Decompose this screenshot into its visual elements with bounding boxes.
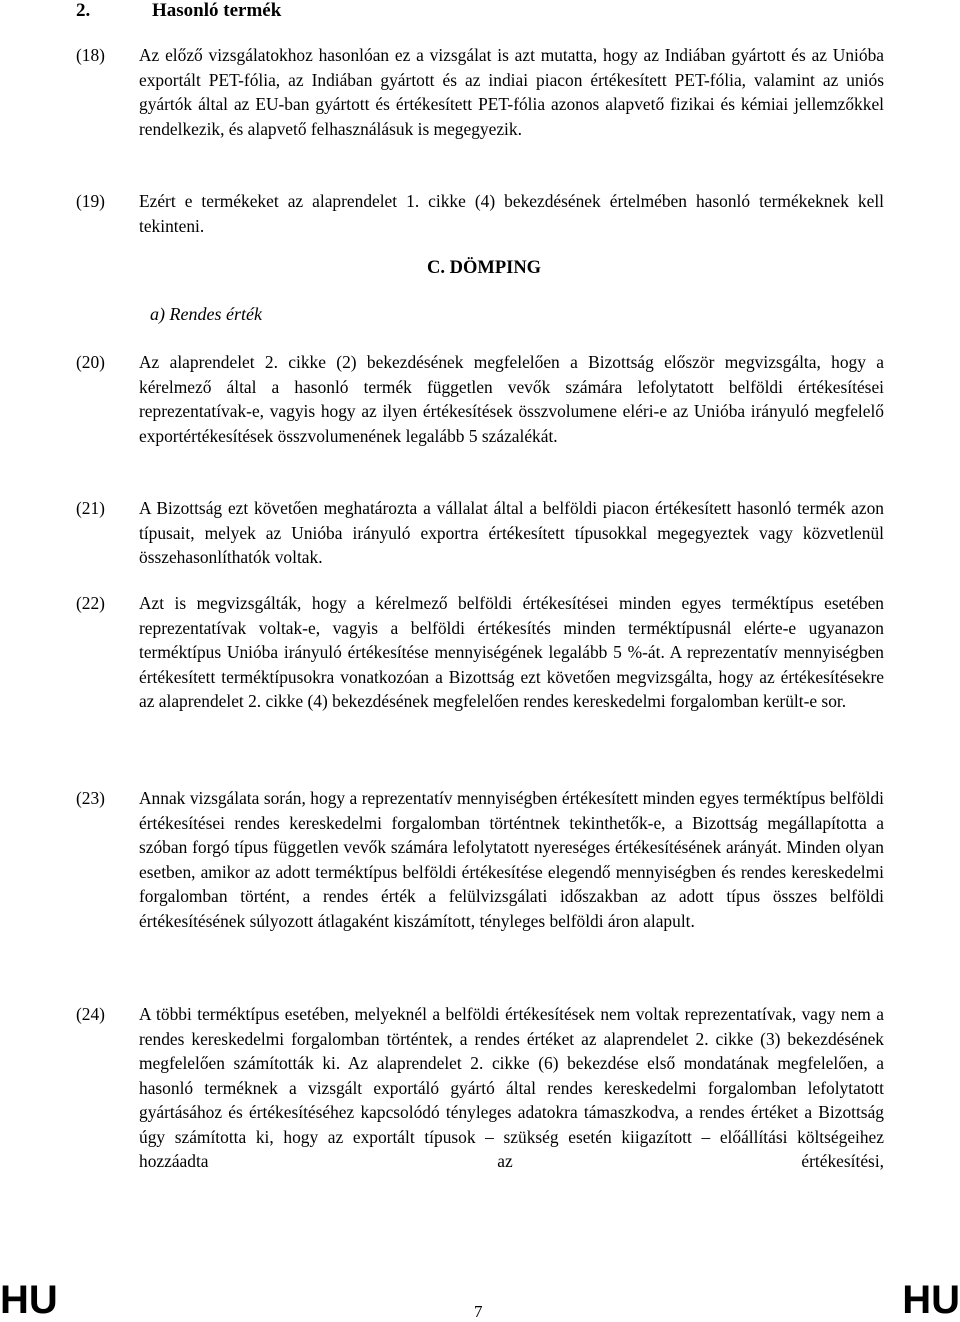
section-heading [76, 0, 281, 22]
section-title: Hasonló termék [152, 0, 282, 21]
chapter-heading: C. DÖMPING [427, 258, 542, 278]
paragraph-18 [76, 43, 884, 141]
paragraph-number: (24) [76, 1004, 105, 1024]
paragraph-21 [76, 496, 884, 570]
paragraph-number: (22) [76, 593, 105, 613]
paragraph-20 [76, 350, 884, 448]
paragraph-23 [76, 786, 884, 933]
footer-language-right: HU [902, 1278, 960, 1322]
subsection-heading: a) Rendes érték [150, 304, 262, 324]
paragraph-text: Annak vizsgálata során, hogy a reprezentatív mennyiségben értékesített minden egyes terméktípus belföldi értékesítései rendes kereskedelmi forgalomban történtnek tekinthetők-e, a Bizottság megállapította a szóban forgó típus független vevők számára lefolytatott nyereséges értékesítésének arányát. Minden olyan esetben, amikor az adott terméktípus belföldi értékesítése elegendő mennyiségben és rendes kereskedelmi forgalomban történt, a rendes érték a felülvizsgálati időszakban az adott típus összes belföldi értékesítésének súlyozott átlagaként kiszámított, tényleges belföldi áron alapult. [139, 788, 884, 931]
paragraph-text: A többi terméktípus esetében, melyeknél a belföldi értékesítések nem voltak reprezentatívak, vagy nem a rendes kereskedelmi forgalomban történtek, a rendes értéket az alaprendelet 2. cikke (3) bekezdésének megfelelően számították ki. Az alaprendelet 2. cikke (6) bekezdése első mondatának megfelelően, a hasonló terméknek a vizsgált exportáló gyártó által rendes kereskedelmi forgalomban lefolytatott gyártásához és értékesítéséhez kapcsolódó tényleges adatokra támaszkodva, a rendes értéket a Bizottság úgy számította ki, hogy az exportált típusok – szükség esetén kiigazított – előállítási költségeihez hozzáadta az értékesítési, [139, 1004, 884, 1171]
paragraph-text: A Bizottság ezt követően meghatározta a vállalat által a belföldi piacon értékesített hasonló termék azon típusait, melyek az Unióba irányuló exportra értékesített típusokkal megegyeztek vagy közvetlenül összehasonlíthatók voltak. [139, 498, 884, 567]
paragraph-number: (20) [76, 352, 105, 372]
paragraph-number: (19) [76, 191, 105, 211]
section-number: 2. [76, 0, 91, 21]
paragraph-24 [76, 1002, 884, 1174]
paragraph-22 [76, 591, 884, 714]
paragraph-19 [76, 189, 884, 238]
paragraph-number: (23) [76, 788, 105, 808]
paragraph-text: Azt is megvizsgálták, hogy a kérelmező belföldi értékesítései minden egyes terméktípus esetében reprezentatívak voltak-e, vagyis a belföldi értékesítés minden terméktípusnál elérte-e ugyanazon terméktípus Unióba irányuló értékesítése mennyiségének legalább 5 %-át. A reprezentatív mennyiségben értékesített terméktípusokra vonatkozóan a Bizottság ezt követően megvizsgálta, hogy az értékesítésekre az alaprendelet 2. cikke (4) bekezdésének megfelelően rendes kereskedelmi forgalomban került-e sor. [139, 593, 884, 711]
footer-language-left: HU [0, 1278, 58, 1322]
paragraph-text: Az előző vizsgálatokhoz hasonlóan ez a vizsgálat is azt mutatta, hogy az Indiában gyártott és az Unióba exportált PET-fólia, az Indiában gyártott és az indiai piacon értékesített PET-fólia, valamint az uniós gyártók által az EU-ban gyártott és értékesített PET-fólia azonos alapvető fizikai és kémiai jellemzőkkel rendelkezik, és alapvető felhasználásuk is megegyezik. [139, 45, 884, 139]
paragraph-number: (21) [76, 498, 105, 518]
paragraph-number: (18) [76, 45, 105, 65]
paragraph-text: Ezért e termékeket az alaprendelet 1. cikke (4) bekezdésének értelmében hasonló termékeknek kell tekinteni. [139, 191, 884, 236]
paragraph-text: Az alaprendelet 2. cikke (2) bekezdésének megfelelően a Bizottság először megvizsgálta, hogy a kérelmező által a hasonló termék független vevők számára lefolytatott belföldi értékesítései reprezentatívak-e, vagyis hogy az ilyen értékesítések összvolumene eléri-e az Unióba irányuló megfelelő exportértékesítések összvolumenének legalább 5 százalékát. [139, 352, 884, 446]
page-number: 7 [474, 1302, 483, 1321]
